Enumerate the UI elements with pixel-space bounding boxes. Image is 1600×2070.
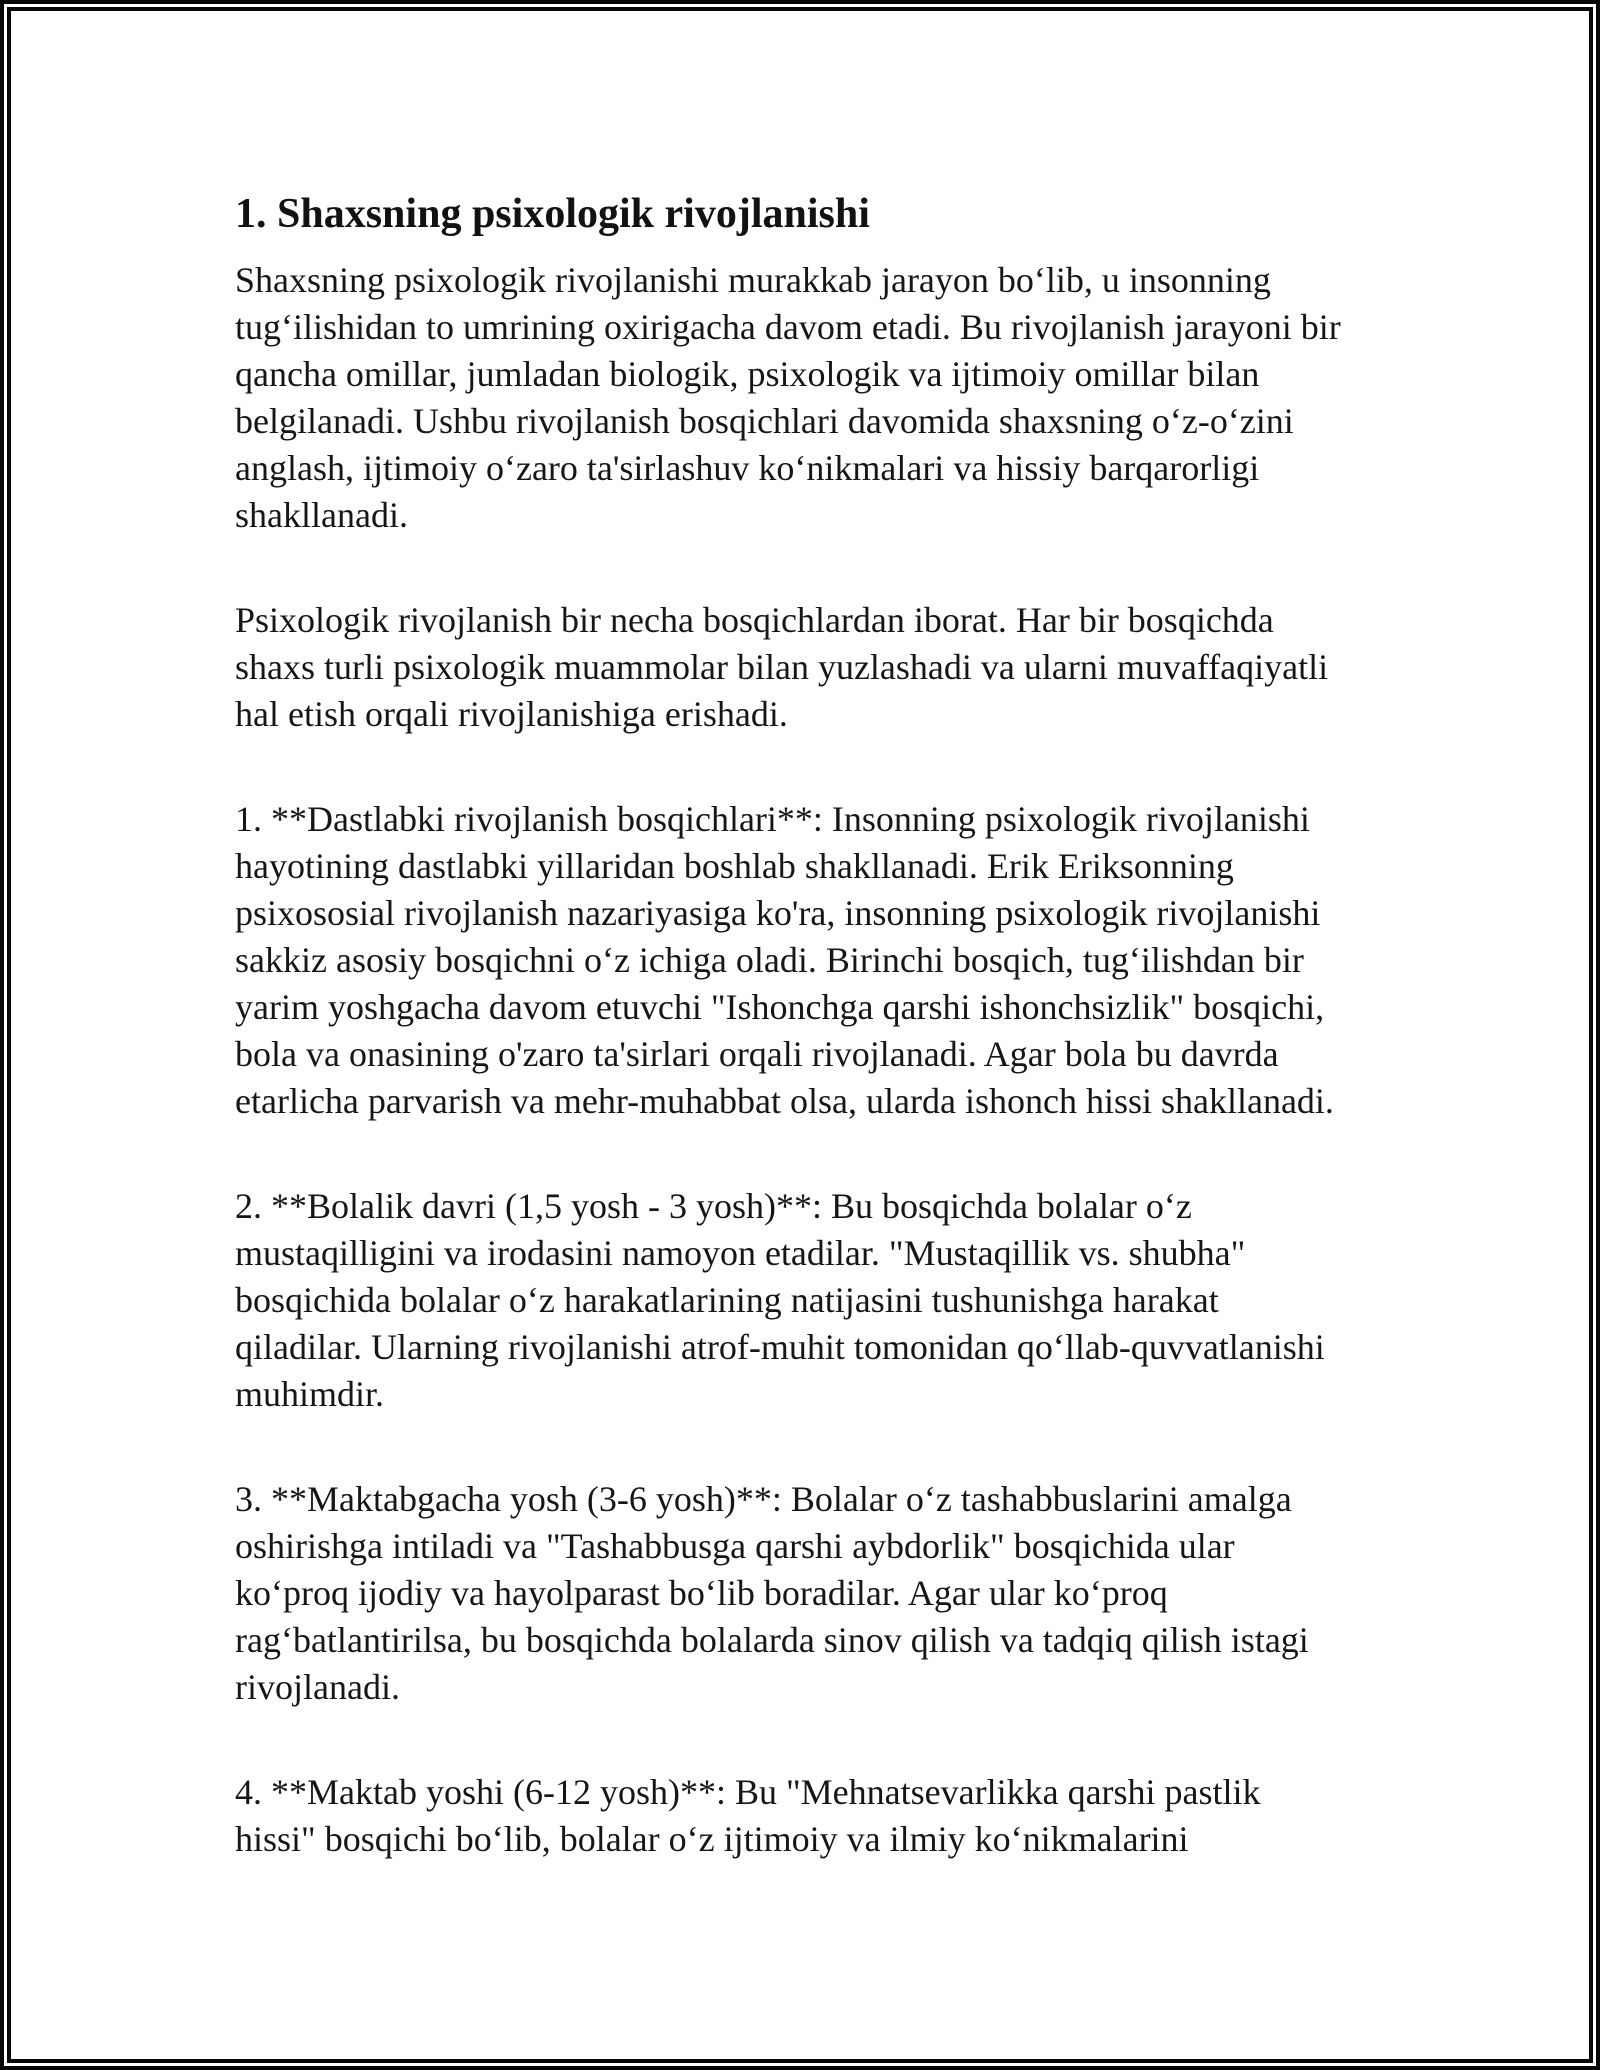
text-line: muhimdir. [235, 1374, 385, 1414]
paragraph [235, 1476, 1415, 1711]
paragraph [235, 1769, 1415, 1863]
text-line: mustaqilligini va irodasini namoyon etadilar. "Mustaqillik vs. shubha" [235, 1233, 1246, 1273]
text-line: ragʻbatlantirilsa, bu bosqichda bolalarda sinov qilish va tadqiq qilish istagi [235, 1620, 1309, 1660]
paragraph [235, 257, 1415, 539]
text-line: shaxs turli psixologik muammolar bilan yuzlashadi va ularni muvaffaqiyatli [235, 647, 1329, 687]
text-line: koʻproq ijodiy va hayolparast boʻlib boradilar. Agar ular koʻproq [235, 1573, 1168, 1613]
text-line: hissi" bosqichi boʻlib, bolalar oʻz ijtimoiy va ilmiy koʻnikmalarini [235, 1819, 1189, 1859]
text-line: 2. **Bolalik davri (1,5 yosh - 3 yosh)**: Bu bosqichda bolalar oʻz [235, 1186, 1192, 1226]
text-line: rivojlanadi. [235, 1667, 400, 1707]
text-line: Shaxsning psixologik rivojlanishi murakkab jarayon boʻlib, u insonning [235, 260, 1271, 300]
text-line: 1. **Dastlabki rivojlanish bosqichlari**: Insonning psixologik rivojlanishi [235, 799, 1310, 839]
text-line: bola va onasining o'zaro ta'sirlari orqali rivojlanadi. Agar bola bu davrda [235, 1034, 1279, 1074]
text-line: shakllanadi. [235, 495, 408, 535]
text-line: sakkiz asosiy bosqichni oʻz ichiga oladi. Birinchi bosqich, tugʻilishdan bir [235, 940, 1304, 980]
text-line: 4. **Maktab yoshi (6-12 yosh)**: Bu "Mehnatsevarlikka qarshi pastlik [235, 1772, 1261, 1812]
text-line: yarim yoshgacha davom etuvchi "Ishonchga qarshi ishonchsizlik" bosqichi, [235, 987, 1325, 1027]
text-line: tugʻilishidan to umrining oxirigacha davom etadi. Bu rivojlanish jarayoni bir [235, 307, 1341, 347]
page-title: 1. Shaxsning psixologik rivojlanishi [235, 191, 870, 237]
paragraph [235, 796, 1415, 1125]
text-line: hayotining dastlabki yillaridan boshlab shakllanadi. Erik Eriksonning [235, 846, 1234, 886]
document-body [235, 257, 1415, 1863]
text-line: 3. **Maktabgacha yosh (3-6 yosh)**: Bolalar oʻz tashabbuslarini amalga [235, 1479, 1292, 1519]
text-line: belgilanadi. Ushbu rivojlanish bosqichlari davomida shaxsning oʻz-oʻzini [235, 401, 1294, 441]
text-line: anglash, ijtimoiy oʻzaro ta'sirlashuv koʻnikmalari va hissiy barqarorligi [235, 448, 1260, 488]
text-line: Psixologik rivojlanish bir necha bosqichlardan iborat. Har bir bosqichda [235, 600, 1274, 640]
paragraph [235, 1183, 1415, 1418]
text-line: etarlicha parvarish va mehr-muhabbat olsa, ularda ishonch hissi shakllanadi. [235, 1081, 1334, 1121]
text-line: qancha omillar, jumladan biologik, psixologik va ijtimoiy omillar bilan [235, 354, 1260, 394]
text-line: hal etish orqali rivojlanishiga erishadi. [235, 694, 788, 734]
text-line: oshirishga intiladi va "Tashabbusga qarshi aybdorlik" bosqichida ular [235, 1526, 1235, 1566]
paragraph [235, 597, 1415, 738]
text-line: bosqichida bolalar oʻz harakatlarining natijasini tushunishga harakat [235, 1280, 1219, 1320]
document-content [235, 188, 1415, 1921]
text-line: psixososial rivojlanish nazariyasiga ko'ra, insonning psixologik rivojlanishi [235, 893, 1321, 933]
text-line: qiladilar. Ularning rivojlanishi atrof-muhit tomonidan qoʻllab-quvvatlanishi [235, 1327, 1325, 1367]
